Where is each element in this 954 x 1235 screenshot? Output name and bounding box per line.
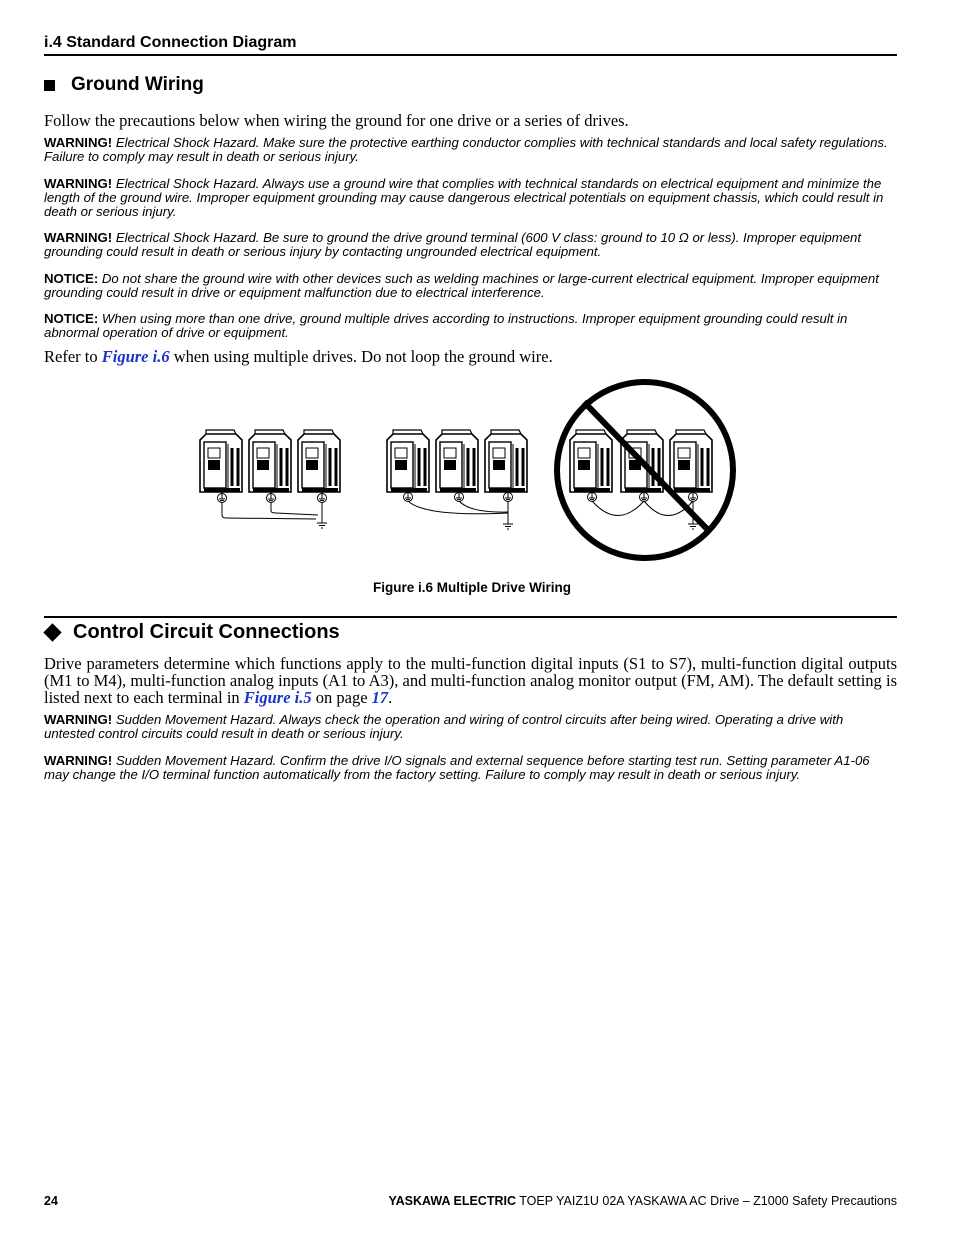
control-notice-2	[44, 754, 897, 782]
footer-doc-title: TOEP YAIZ1U 02A YASKAWA AC Drive – Z1000 Safety Precautions	[519, 1194, 897, 1208]
multiple-drive-wiring-figure	[190, 375, 750, 570]
figure-caption-text: Figure i.6 Multiple Drive Wiring	[373, 580, 571, 595]
control-paragraph	[44, 655, 897, 706]
ground-wiring-heading	[44, 74, 204, 96]
diamond-bullet-icon	[43, 623, 61, 641]
ground-notice-2	[44, 177, 897, 219]
page-17-link[interactable]: 17	[371, 688, 389, 707]
control-notice-1	[44, 713, 897, 741]
header-rule	[44, 54, 897, 56]
notice-lead: WARNING!	[44, 176, 113, 191]
notice-lead: NOTICE:	[44, 311, 99, 326]
ground-notice-4	[44, 272, 897, 300]
notice-text: Electrical Shock Hazard. Make sure the protective earthing conductor complies with technical standards and local safety regulations. Failure to comply may result in death or serious injury.	[44, 135, 888, 164]
footer-brand: YASKAWA ELECTRIC	[388, 1194, 517, 1208]
ground-notice-1	[44, 136, 897, 164]
refer-paragraph	[44, 348, 897, 365]
figure-i6-link[interactable]: Figure i.6	[101, 347, 170, 366]
figure-i5-link[interactable]: Figure i.5	[243, 688, 312, 707]
ground-wiring-heading-text: Ground Wiring	[71, 74, 204, 95]
ground-intro: Follow the precautions below when wiring the ground for one drive or a series of drives.	[44, 111, 629, 130]
notice-text: Electrical Shock Hazard. Be sure to ground the drive ground terminal (600 V class: ground to 10 Ω or less). Improper equipment grounding could result in death or serious injury by contacting ungrounded electrical equipment.	[44, 230, 862, 259]
control-circuit-heading-text: Control Circuit Connections	[73, 621, 340, 643]
notice-text: Sudden Movement Hazard. Always check the operation and wiring of control circuits after being wired. Operating a drive with untested control circuits could result in death or serious injury.	[44, 712, 844, 741]
notice-lead: WARNING!	[44, 712, 113, 727]
refer-post: when using multiple drives. Do not loop the ground wire.	[173, 347, 553, 366]
control-para-end: .	[388, 688, 393, 707]
page-number: 24	[44, 1194, 58, 1208]
control-circuit-heading	[44, 621, 340, 644]
notice-text: Do not share the ground wire with other devices such as welding machines or large-current electrical equipment. Improper equipment grounding could result in drive or equipment malfunction due to electrical interference.	[44, 271, 879, 300]
control-para-mid: on page	[315, 688, 368, 707]
notice-lead: NOTICE:	[44, 271, 99, 286]
section-rule	[44, 616, 897, 618]
footer-doc-info	[388, 1194, 897, 1208]
refer-pre: Refer to	[44, 347, 98, 366]
ground-notice-3	[44, 231, 897, 259]
notice-text: Electrical Shock Hazard. Always use a ground wire that complies with technical standards on electrical equipment and minimize the length of the ground wire. Improper equipment grounding may cause dangerous electrical potentials on equipment chassis, which could result in death or serious injury.	[44, 176, 884, 219]
figure-caption	[0, 580, 954, 595]
ground-notice-5	[44, 312, 897, 340]
drive-group-correct-common	[387, 430, 527, 529]
notice-lead: WARNING!	[44, 135, 113, 150]
drive-group-incorrect-loop	[557, 382, 733, 558]
notice-lead: WARNING!	[44, 753, 113, 768]
notice-lead: WARNING!	[44, 230, 113, 245]
notice-text: Sudden Movement Hazard. Confirm the drive I/O signals and external sequence before starting test run. Setting parameter A1-06 may change the I/O terminal function automatically from the factory setting. Failure to comply may result in death or serious injury.	[44, 753, 870, 782]
section-header-title: i.4 Standard Connection Diagram	[44, 34, 297, 51]
notice-text: When using more than one drive, ground multiple drives according to instructions. Improper equipment grounding could result in abnormal operation of drive or equipment.	[44, 311, 848, 340]
drive-group-correct-star	[200, 430, 340, 528]
control-para-pre: Drive parameters determine which functions apply to the multi-function digital inputs (S1 to S7), multi-function digital outputs (M1 to M4), multi-function analog inputs (A1 to A3), and multi-function analog monitor output (FM, AM). The default setting is listed next to each terminal in	[44, 654, 897, 707]
square-bullet-icon	[44, 80, 55, 91]
